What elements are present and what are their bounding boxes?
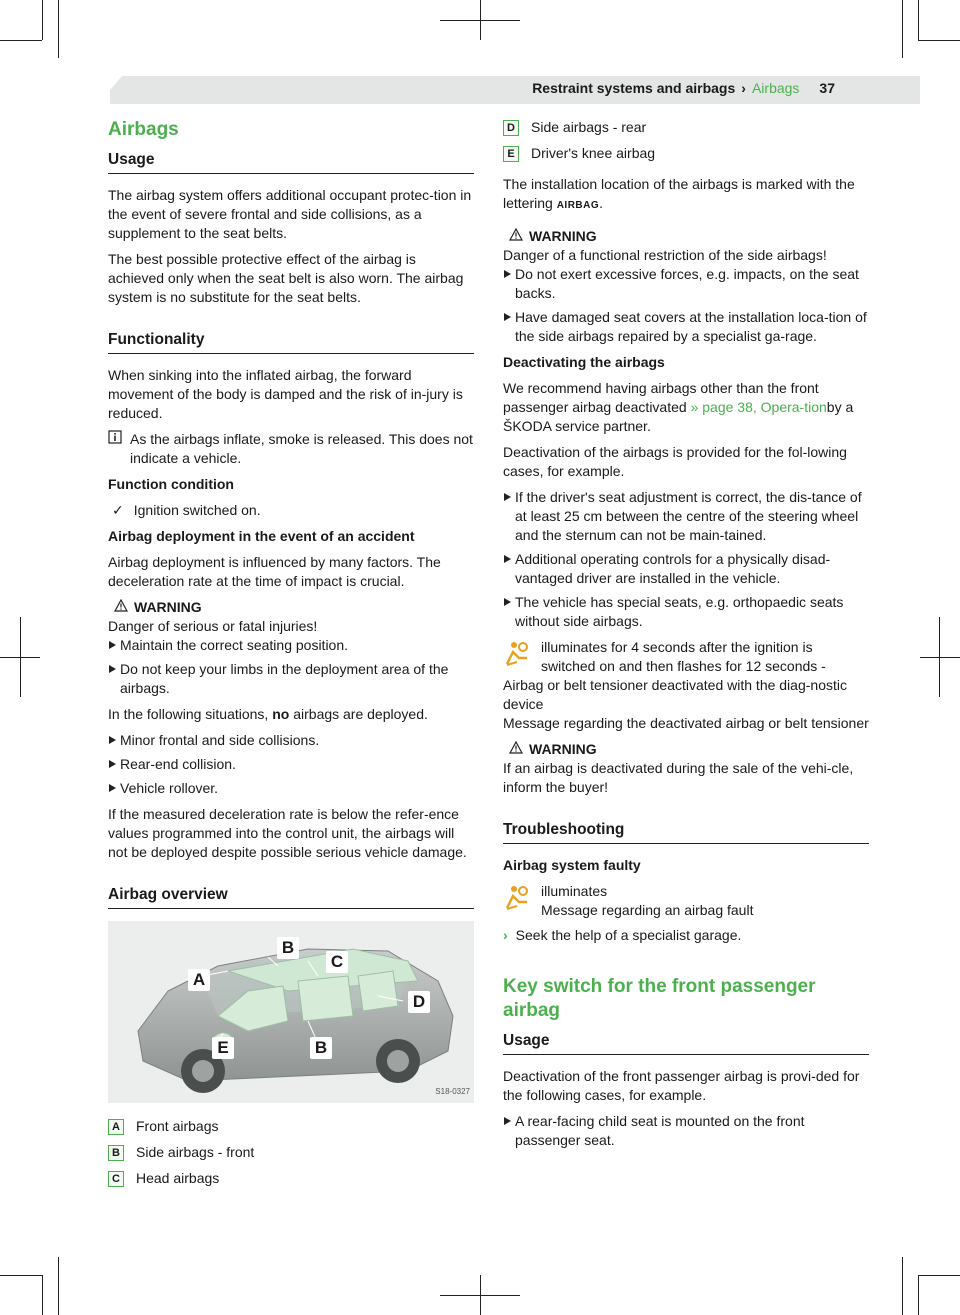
header-section-link[interactable]: Airbags <box>751 80 800 96</box>
list-item: Maintain the correct seating position. <box>108 636 474 655</box>
functionality-paragraph: When sinking into the inflated airbag, the forward movement of the body is damped and the risk of in-jury is reduced. <box>108 367 463 421</box>
check-icon: ✓ <box>112 502 124 518</box>
list-item: The vehicle has special seats, e.g. orthopaedic seats without side airbags. <box>503 593 869 631</box>
functionality-heading: Functionality <box>108 330 474 354</box>
deactivation-cases-intro: Deactivation of the airbags is provided for the fol-lowing cases, for example. <box>503 444 847 479</box>
legend-letter: E <box>503 146 519 162</box>
info-note <box>108 430 474 468</box>
warning-heading <box>108 598 474 617</box>
list-item: Rear-end collision. <box>108 755 474 774</box>
header-separator: › <box>741 80 746 96</box>
legend-letter: A <box>108 1119 124 1135</box>
deactivating-title: Deactivating the airbags <box>503 354 665 370</box>
legend-letter: B <box>108 1145 124 1161</box>
legend-text: Driver's knee airbag <box>531 145 656 161</box>
deployment-text: Airbag deployment is influenced by many factors. The deceleration rate at the time of impact is crucial. <box>108 554 441 589</box>
fault-line-1: illuminates <box>541 883 608 899</box>
warning-text: Danger of a functional restriction of the side airbags! <box>503 247 827 263</box>
warning-label: WARNING <box>529 741 597 757</box>
legend-item-e <box>503 144 869 163</box>
condition-item <box>108 501 474 520</box>
list-item: Vehicle rollover. <box>108 779 474 798</box>
list-item: A rear-facing child seat is mounted on the front passenger seat. <box>503 1112 869 1150</box>
page-title: Airbags <box>108 119 179 140</box>
list-item: Have damaged seat covers at the installation loca-tion of the side airbags repaired by a specialist ga-rage. <box>503 308 869 346</box>
airbag-warning-lamp-icon <box>503 882 533 920</box>
list-item: Do not keep your limbs in the deployment area of the airbags. <box>108 660 474 698</box>
key-switch-usage-heading: Usage <box>503 1031 869 1055</box>
usage-heading: Usage <box>108 150 474 174</box>
legend-text: Side airbags - front <box>136 1144 255 1160</box>
lamp-text-3: Message regarding the deactivated airbag or belt tensioner <box>503 715 869 731</box>
info-text: As the airbags inflate, smoke is released. This does not indicate a vehicle. <box>130 431 473 466</box>
warning-list <box>108 636 474 698</box>
legend-letter: C <box>108 1171 124 1187</box>
figure-label-e: E <box>212 1037 234 1059</box>
warning-label: WARNING <box>529 228 597 244</box>
warning-list <box>503 265 869 346</box>
list-item: If the driver's seat adjustment is correct, the dis-tance of at least 25 cm between the centre of the steering wheel and the sternum can not be main-tained. <box>503 488 869 545</box>
fault-action <box>503 926 869 945</box>
legend-text: Front airbags <box>136 1118 219 1134</box>
list-item: Additional operating controls for a physically disad-vantaged driver are installed in the vehicle. <box>503 550 869 588</box>
warning-heading <box>503 227 869 246</box>
airbag-lettering: AIRBAG <box>556 200 600 211</box>
page-header <box>532 80 835 96</box>
fault-action-text: Seek the help of a specialist garage. <box>515 927 742 943</box>
legend-item-b <box>108 1143 474 1162</box>
threshold-paragraph: If the measured deceleration rate is below the refer-ence values programmed into the control unit, the airbags will not be deployed despite possible serious vehicle damage. <box>108 806 467 860</box>
warning-block-1 <box>108 598 474 698</box>
airbag-lamp-row <box>503 638 869 676</box>
legend-item-a <box>108 1117 474 1136</box>
right-column <box>503 118 869 1157</box>
key-switch-usage-text: Deactivation of the front passenger airbag is provi-ded for the following cases, for example. <box>503 1068 860 1103</box>
warning-triangle-icon <box>509 227 523 246</box>
figure-label-c: C <box>326 951 348 973</box>
fault-title: Airbag system faulty <box>503 857 641 873</box>
list-item: Minor frontal and side collisions. <box>108 731 474 750</box>
fault-line-2: Message regarding an airbag fault <box>541 902 754 918</box>
warning-label: WARNING <box>134 599 202 615</box>
no-deploy-list <box>108 731 474 798</box>
warning-triangle-icon <box>114 598 128 617</box>
lamp-text-1: illuminates for 4 seconds after the ignition is switched on and then flashes for 12 seconds - <box>541 639 826 674</box>
list-item: Do not exert excessive forces, e.g. impacts, on the seat backs. <box>503 265 869 303</box>
legend-text: Head airbags <box>136 1170 220 1186</box>
lamp-text-2: Airbag or belt tensioner deactivated with the diag-nostic device <box>503 677 847 712</box>
airbag-overview-figure <box>108 921 474 1103</box>
legend-item-c <box>108 1169 474 1188</box>
deactivating-paragraph: We recommend having airbags other than the front passenger airbag deactivated » page 38, Opera-tionby a ŠKODA service partner. <box>503 380 854 434</box>
figure-label-b-lower: B <box>310 1037 332 1059</box>
figure-id: S18-0327 <box>435 1087 470 1096</box>
info-icon <box>108 430 122 468</box>
deactivation-list <box>503 488 869 631</box>
troubleshooting-heading: Troubleshooting <box>503 820 869 844</box>
key-switch-usage-list <box>503 1112 869 1150</box>
figure-label-b: B <box>277 937 299 959</box>
chevron-right-icon: › <box>503 927 508 943</box>
warning-block-2 <box>503 227 869 346</box>
warning-block-3 <box>503 740 869 797</box>
usage-paragraph-1: The airbag system offers additional occupant protec-tion in the event of severe frontal and side collisions, as a supplement to the seat belts. <box>108 187 472 241</box>
legend-letter: D <box>503 120 519 136</box>
function-condition-title: Function condition <box>108 476 234 492</box>
warning-heading <box>503 740 869 759</box>
legend-item-d <box>503 118 869 137</box>
page-38-link[interactable]: » page 38, Opera-tion <box>690 399 827 415</box>
fault-lamp-row <box>503 882 869 920</box>
figure-label-a: A <box>188 969 210 991</box>
usage-paragraph-2: The best possible protective effect of the airbag is achieved only when the seat belt is also worn. The airbag system is no substitute for the seat belts. <box>108 251 464 305</box>
warning-text: If an airbag is deactivated during the sale of the vehi-cle, inform the buyer! <box>503 760 854 795</box>
deployment-title: Airbag deployment in the event of an accident <box>108 528 415 544</box>
condition-text: Ignition switched on. <box>133 502 261 518</box>
key-switch-title: Key switch for the front passenger airbag <box>503 976 816 1021</box>
overview-heading: Airbag overview <box>108 885 474 909</box>
legend-text: Side airbags - rear <box>531 119 647 135</box>
airbag-warning-lamp-icon <box>503 638 533 676</box>
no-deploy-intro: In the following situations, no airbags are deployed. <box>108 706 428 722</box>
header-chapter: Restraint systems and airbags <box>532 80 736 96</box>
page-number: 37 <box>819 80 835 96</box>
figure-label-d: D <box>408 991 430 1013</box>
warning-triangle-icon <box>509 740 523 759</box>
left-column <box>108 118 474 1195</box>
installation-text: The installation location of the airbags is marked with the lettering AIRBAG. <box>503 176 855 211</box>
warning-text: Danger of serious or fatal injuries! <box>108 618 318 634</box>
